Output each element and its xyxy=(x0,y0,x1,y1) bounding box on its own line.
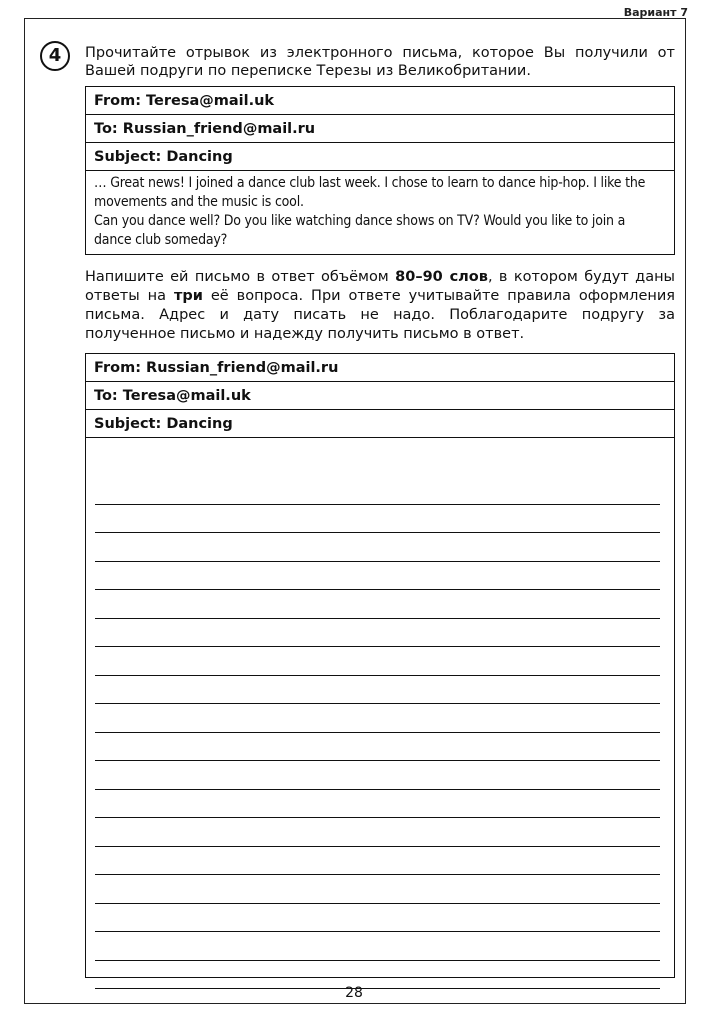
answer-line[interactable] xyxy=(95,790,660,819)
instructions-text-3: её вопроса. При ответе учитывайте правила оформления письма. Адрес и дату писать не надо. Поблагодарите подругу за полученное письмо и надежду получить письмо в ответ. xyxy=(85,288,675,342)
answer-line[interactable] xyxy=(95,676,660,705)
answer-line[interactable] xyxy=(95,875,660,904)
answer-line[interactable] xyxy=(95,505,660,534)
answer-line[interactable] xyxy=(95,619,660,648)
answer-lines[interactable] xyxy=(95,476,660,989)
reply-from: From: Russian_friend@mail.ru xyxy=(86,354,674,382)
page-number: 28 xyxy=(345,985,363,1001)
reply-to: To: Teresa@mail.uk xyxy=(86,382,674,410)
answer-line[interactable] xyxy=(95,733,660,762)
incoming-from: From: Teresa@mail.uk xyxy=(86,87,674,115)
incoming-subject: Subject: Dancing xyxy=(86,143,674,171)
instructions-three: три xyxy=(173,288,203,304)
answer-line[interactable] xyxy=(95,761,660,790)
task-intro: Прочитайте отрывок из электронного письма, которое Вы получили от Вашей подруги по переписке Терезы из Великобритании. xyxy=(85,45,675,79)
answer-line[interactable] xyxy=(95,533,660,562)
instructions-word-count: 80–90 слов xyxy=(395,269,488,285)
answer-line[interactable] xyxy=(95,904,660,933)
answer-line[interactable] xyxy=(95,818,660,847)
task-number-badge: 4 xyxy=(40,41,70,71)
answer-line[interactable] xyxy=(95,847,660,876)
answer-line[interactable] xyxy=(95,704,660,733)
incoming-body-paragraph-1: … Great news! I joined a dance club last week. I chose to learn to dance hip-hop. I like the movements and the music is cool. xyxy=(94,175,646,210)
variant-label: Вариант 7 xyxy=(623,6,688,19)
answer-line[interactable] xyxy=(95,562,660,591)
incoming-email-box xyxy=(85,86,675,255)
reply-subject: Subject: Dancing xyxy=(86,410,674,438)
answer-line[interactable] xyxy=(95,476,660,505)
incoming-to: To: Russian_friend@mail.ru xyxy=(86,115,674,143)
instructions-text-1: Напишите ей письмо в ответ объёмом xyxy=(85,269,396,285)
incoming-body-paragraph-2: Can you dance well? Do you like watching dance shows on TV? Would you like to join a dance club someday? xyxy=(94,213,626,248)
reply-email-box xyxy=(85,353,675,978)
task-instructions xyxy=(85,268,675,344)
answer-line[interactable] xyxy=(95,590,660,619)
instructions-text-2: , в котором будут даны ответы на xyxy=(85,269,676,304)
answer-line[interactable] xyxy=(95,932,660,961)
answer-line[interactable] xyxy=(95,647,660,676)
incoming-body xyxy=(86,171,674,254)
